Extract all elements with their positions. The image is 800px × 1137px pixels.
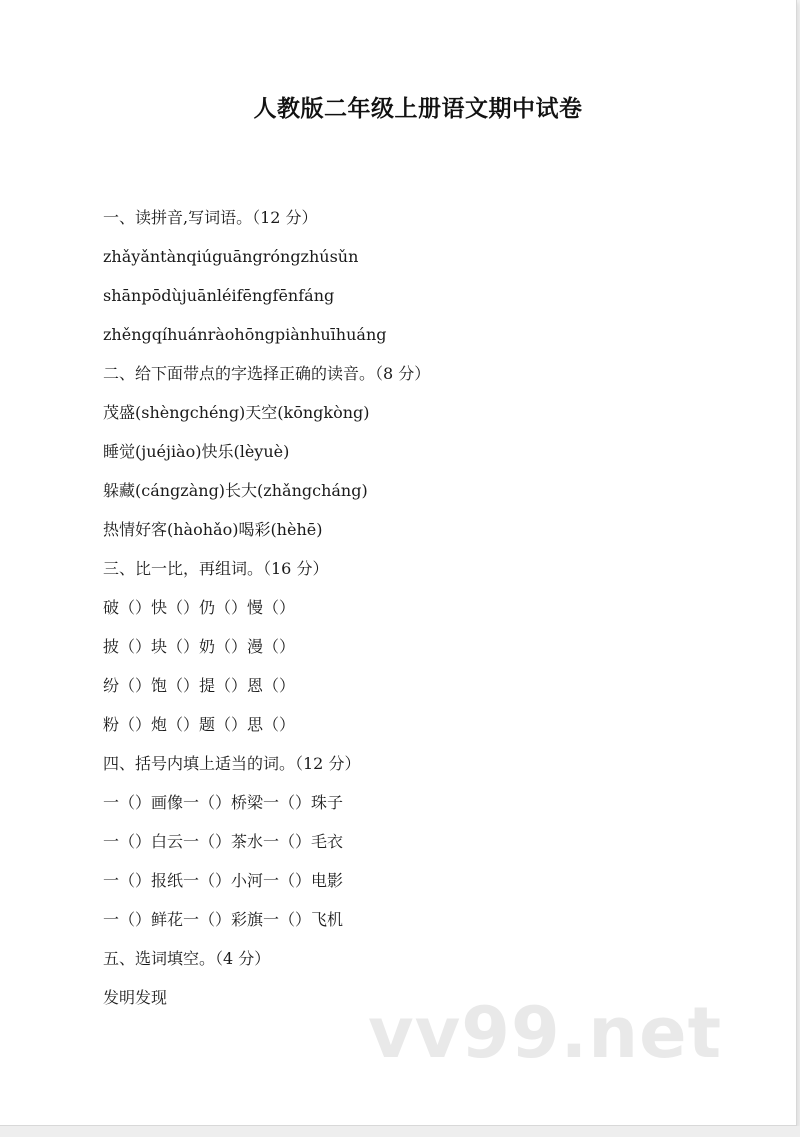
reading-line-3: 躲藏(cángzàng)长大(zhǎngcháng): [103, 481, 368, 500]
compare-line-4: 粉（）炮（）题（）思（）: [103, 715, 296, 734]
reading-line-2: 睡觉(juéjiào)快乐(lèyuè): [103, 442, 290, 461]
pinyin-line-2: shānpōdùjuānléifēngfēnfáng: [103, 286, 335, 305]
fill-line-3: 一（）报纸一（）小河一（）电影: [103, 871, 344, 890]
fill-line-1: 一（）画像一（）桥梁一（）珠子: [103, 793, 344, 812]
page-gap: [0, 1126, 800, 1137]
section-5-heading: 五、选词填空。（4 分）: [103, 949, 271, 968]
compare-line-1: 破（）快（）仍（）慢（）: [103, 598, 296, 617]
document-title: 人教版二年级上册语文期中试卷: [253, 96, 583, 122]
pinyin-line-1: zhǎyǎntànqiúguāngróngzhúsǔn: [103, 247, 359, 266]
section-1-heading: 一、读拼音,写词语。（12 分）: [103, 208, 318, 227]
reading-line-4: 热情好客(hàohǎo)喝彩(hèhē): [103, 520, 323, 539]
section-2-heading: 二、给下面带点的字选择正确的读音。（8 分）: [103, 364, 431, 383]
document-body: [103, 205, 763, 1024]
pinyin-line-3: zhěngqíhuánràohōngpiànhuīhuáng: [103, 325, 387, 344]
compare-line-3: 纷（）饱（）提（）恩（）: [103, 676, 296, 695]
word-choice-line: 发明发现: [103, 988, 168, 1007]
fill-line-4: 一（）鲜花一（）彩旗一（）飞机: [103, 910, 344, 929]
watermark: vv99.net: [368, 992, 723, 1074]
compare-line-2: 披（）块（）奶（）漫（）: [103, 637, 296, 656]
section-3-heading: 三、比一比，再组词。（16 分）: [103, 559, 329, 578]
reading-line-1: 茂盛(shèngchéng)天空(kōngkòng): [103, 403, 370, 422]
fill-line-2: 一（）白云一（）茶水一（）毛衣: [103, 832, 344, 851]
section-4-heading: 四、括号内填上适当的词。（12 分）: [103, 754, 361, 773]
